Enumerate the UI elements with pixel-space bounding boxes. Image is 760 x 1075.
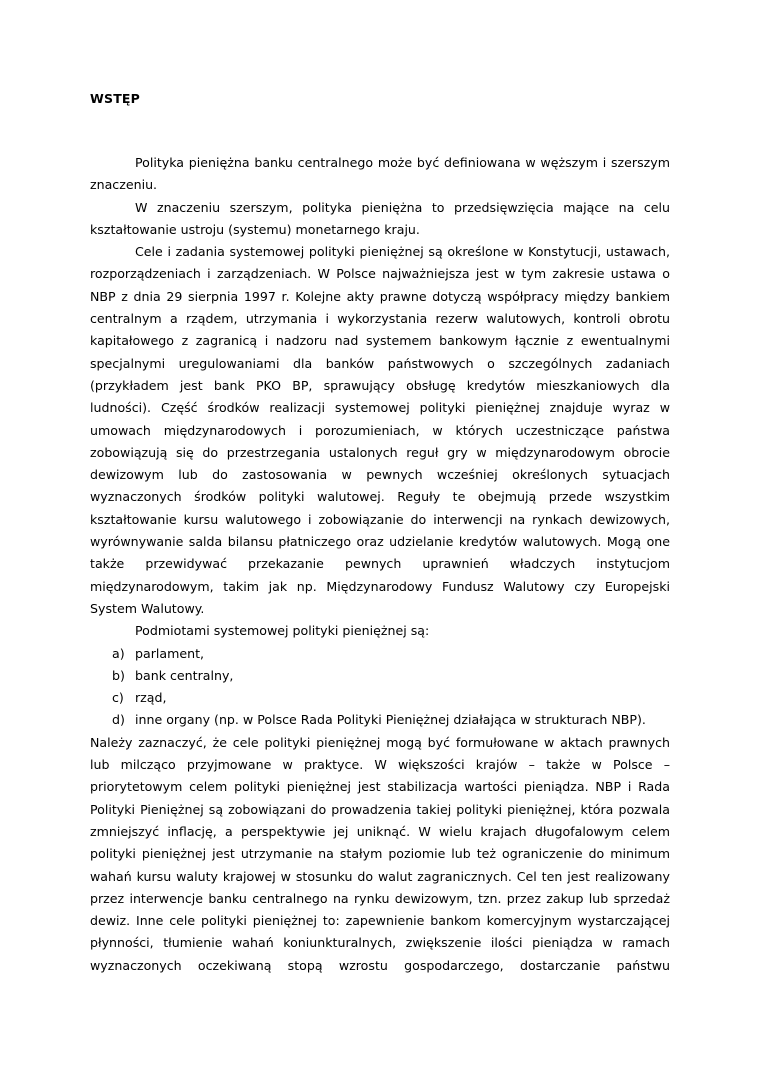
list-item	[90, 643, 670, 665]
subjects-list	[90, 643, 670, 732]
paragraph-intro: Polityka pieniężna banku centralnego może być definiowana w węższym i szerszym znaczeniu.	[90, 155, 670, 193]
paragraph-monetary-policy-goals: Należy zaznaczyć, że cele polityki pieniężnej mogą być formułowane w aktach prawnych lub milcząco przyjmowane w praktyce. W większości krajów – także w Polsce – priorytetowym celem polityki pieniężnej jest stabilizacja wartości pieniądza. NBP i Rada Polityki Pieniężnej są zobowiązani do prowadzenia takiej polityki pieniężnej, która pozwala zmniejszyć inflację, a perspektywie jej uniknąć. W wielu krajach długofalowym celem polityki pieniężnej jest utrzymanie na stałym poziomie lub też ograniczenie do minimum wahań kursu waluty krajowej w stosunku do walut zagranicznych. Cel ten jest realizowany przez interwencje banku centralnego na rynku dewizowym, tzn. przez zakup lub sprzedaż dewiz. Inne cele polityki pieniężnej to: zapewnienie bankom komercyjnym wystarczającej płynności, tłumienie wahań koniunkturalnych, zwiększenie ilości pieniądza w ramach wyznaczonych oczekiwaną stopą wzrostu gospodarczego, dostarczanie państwu	[90, 734, 670, 973]
list-item	[90, 709, 670, 731]
paragraph-goals-and-tasks: Cele i zadania systemowej polityki pieniężnej są określone w Konstytucji, ustawach, rozporządzeniach i zarządzeniach. W Polsce najważniejsza jest w tym zakresie ustawa o NBP z dnia 29 sierpnia 1997 r. Kolejne akty prawne dotyczą współpracy między bankiem centralnym a rządem, utrzymania i wykorzystania rezerw walutowych, kontroli obrotu kapitałowego z zagranicą i nadzoru nad systemem bankowym łącznie z ewentualnymi specjalnymi uregulowaniami dla banków państwowych o szczególnych zadaniach (przykładem jest bank PKO BP, sprawujący obsługę kredytów mieszkaniowych dla ludności). Część środków realizacji systemowej polityki pieniężnej znajduje wyraz w umowach międzynarodowych i porozumieniach, w których uczestniczące państwa zobowiązują się do przestrzegania ustalonych reguł gry w międzynarodowym obrocie dewizowym lub do zastosowania w pewnych wcześniej określonych sytuacjach wyznaczonych środków polityki walutowej. Reguły te obejmują przede wszystkim kształtowanie kursu walutowego i zobowiązanie do interwencji na rynkach dewizowych, wyrównywanie salda bilansu płatniczego oraz udzielanie kredytów walutowych. Mogą one także przewidywać przekazanie pewnych uprawnień władczych instytucjom międzynarodowym, takim jak np. Międzynarodowy Fundusz Walutowy czy Europejski System Walutowy.	[90, 244, 670, 616]
list-marker: a)	[112, 645, 125, 661]
paragraph-broad-meaning: W znaczeniu szerszym, polityka pieniężna to przedsięwzięcia mające na celu kształtowanie ustroju (systemu) monetarnego kraju.	[90, 199, 670, 237]
paragraph-subjects-intro: Podmiotami systemowej polityki pieniężnej są:	[135, 623, 430, 639]
list-item-text: rząd,	[135, 690, 167, 706]
list-marker: d)	[112, 712, 125, 728]
list-marker: b)	[112, 667, 125, 683]
list-item-text: parlament,	[135, 645, 205, 661]
list-item	[90, 665, 670, 687]
document-body	[90, 152, 670, 977]
list-marker: c)	[112, 690, 124, 706]
list-item	[90, 687, 670, 709]
document-heading: WSTĘP	[90, 91, 141, 106]
list-item-text: inne organy (np. w Polsce Rada Polityki Pieniężnej działająca w strukturach NBP).	[135, 712, 646, 728]
list-item-text: bank centralny,	[135, 667, 234, 683]
